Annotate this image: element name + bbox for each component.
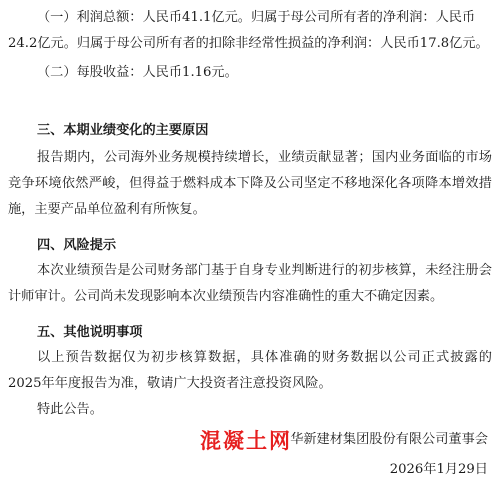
section-4-body: 本次业绩预告是公司财务部门基于自身专业判断进行的初步核算，未经注册会计师审计。公司尚未发现影响本次业绩预告内容准确性的重大不确定因素。	[8, 263, 492, 304]
section-3-body: 报告期内，公司海外业务规模持续增长，业绩贡献显著；国内业务面临的市场竞争环境依然严峻，但得益于燃料成本下降及公司坚定不移地深化各项降本增效措施，主要产品单位盈利有所恢复。	[8, 150, 492, 217]
profit-line-1: （一）利润总额：人民币41.1亿元。归属于母公司所有者的净利润：人民币	[37, 10, 476, 25]
profit-line-2: 24.2亿元。归属于母公司所有者的扣除非经常性损益的净利润：人民币17.8亿元。	[8, 36, 489, 51]
eps-line: （二）每股收益：人民币1.16元。	[37, 65, 238, 80]
signer: 华新建材集团股份有限公司董事会	[290, 432, 488, 447]
closing-line: 特此公告。	[37, 402, 103, 417]
announcement-date: 2026年1月29日	[389, 462, 488, 477]
section-5-heading: 五、其他说明事项	[37, 325, 143, 340]
section-5-body: 以上预告数据仅为初步核算数据，具体准确的财务数据以公司正式披露的2025年年度报告为准，敬请广大投资者注意投资风险。	[8, 350, 492, 391]
section-3-heading: 三、本期业绩变化的主要原因	[37, 123, 209, 138]
watermark-logo: 混凝土网	[200, 429, 292, 453]
section-4-heading: 四、风险提示	[37, 238, 117, 253]
